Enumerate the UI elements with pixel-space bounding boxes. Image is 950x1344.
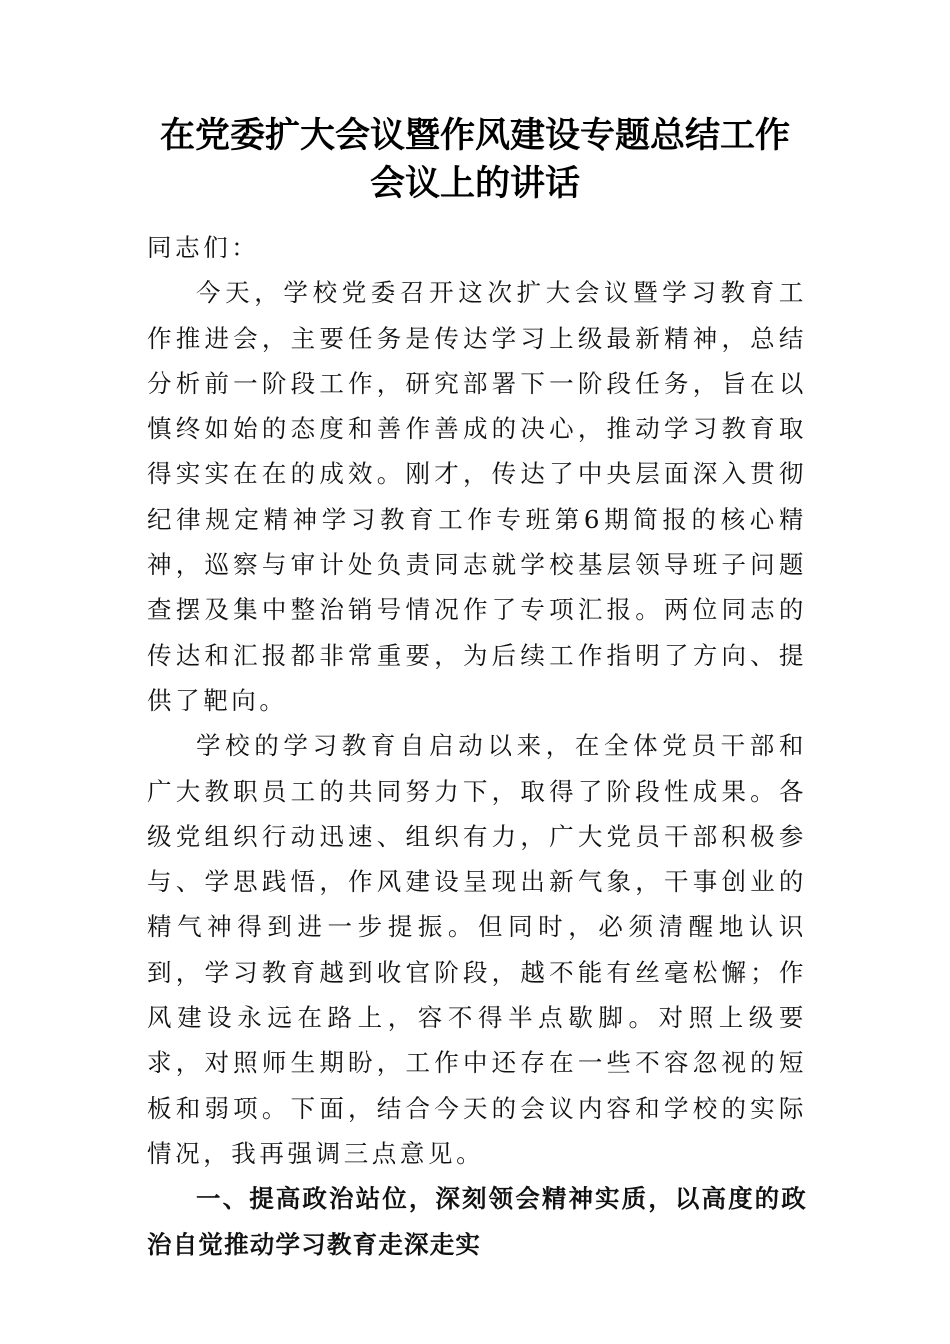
title-line-1: 在党委扩大会议暨作风建设专题总结工作: [159, 115, 790, 156]
salutation: 同志们：: [147, 233, 260, 262]
paragraph-2: 学校的学习教育自启动以来，在全体党员干部和广大教职员工的共同努力下，取得了阶段性成果。各级党组织行动迅速、组织有力，广大党员干部积极参与、学思践悟，作风建设呈现出新气象，干事创业的精气神得到进一步提振。但同时，必须清醒地认识到，学习教育越到收官阶段，越不能有丝毫松懈；作风建设永远在路上，容不得半点歇脚。对照上级要求，对照师生期盼，工作中还存在一些不容忽视的短板和弱项。下面，结合今天的会议内容和学校的实际情况，我再强调三点意见。: [147, 731, 807, 1168]
title-line-2: 会议上的讲话: [369, 163, 580, 204]
document-body: [147, 225, 807, 1267]
paragraph-1: 今天，学校党委召开这次扩大会议暨学习教育工作推进会，主要任务是传达学习上级最新精神，总结分析前一阶段工作，研究部署下一阶段任务，旨在以慎终如始的态度和善作善成的决心，推动学习教育取得实实在在的成效。刚才，传达了中央层面深入贯彻纪律规定精神学习教育工作专班第6期简报的核心精神，巡察与审计处负责同志就学校基层领导班子问题查摆及集中整治销号情况作了专项汇报。两位同志的传达和汇报都非常重要，为后续工作指明了方向、提供了靶向。: [147, 278, 807, 715]
section-heading-1: 一、提高政治站位，深刻领会精神实质，以高度的政治自觉推动学习教育走深走实: [147, 1184, 807, 1259]
document-title: [140, 112, 810, 208]
